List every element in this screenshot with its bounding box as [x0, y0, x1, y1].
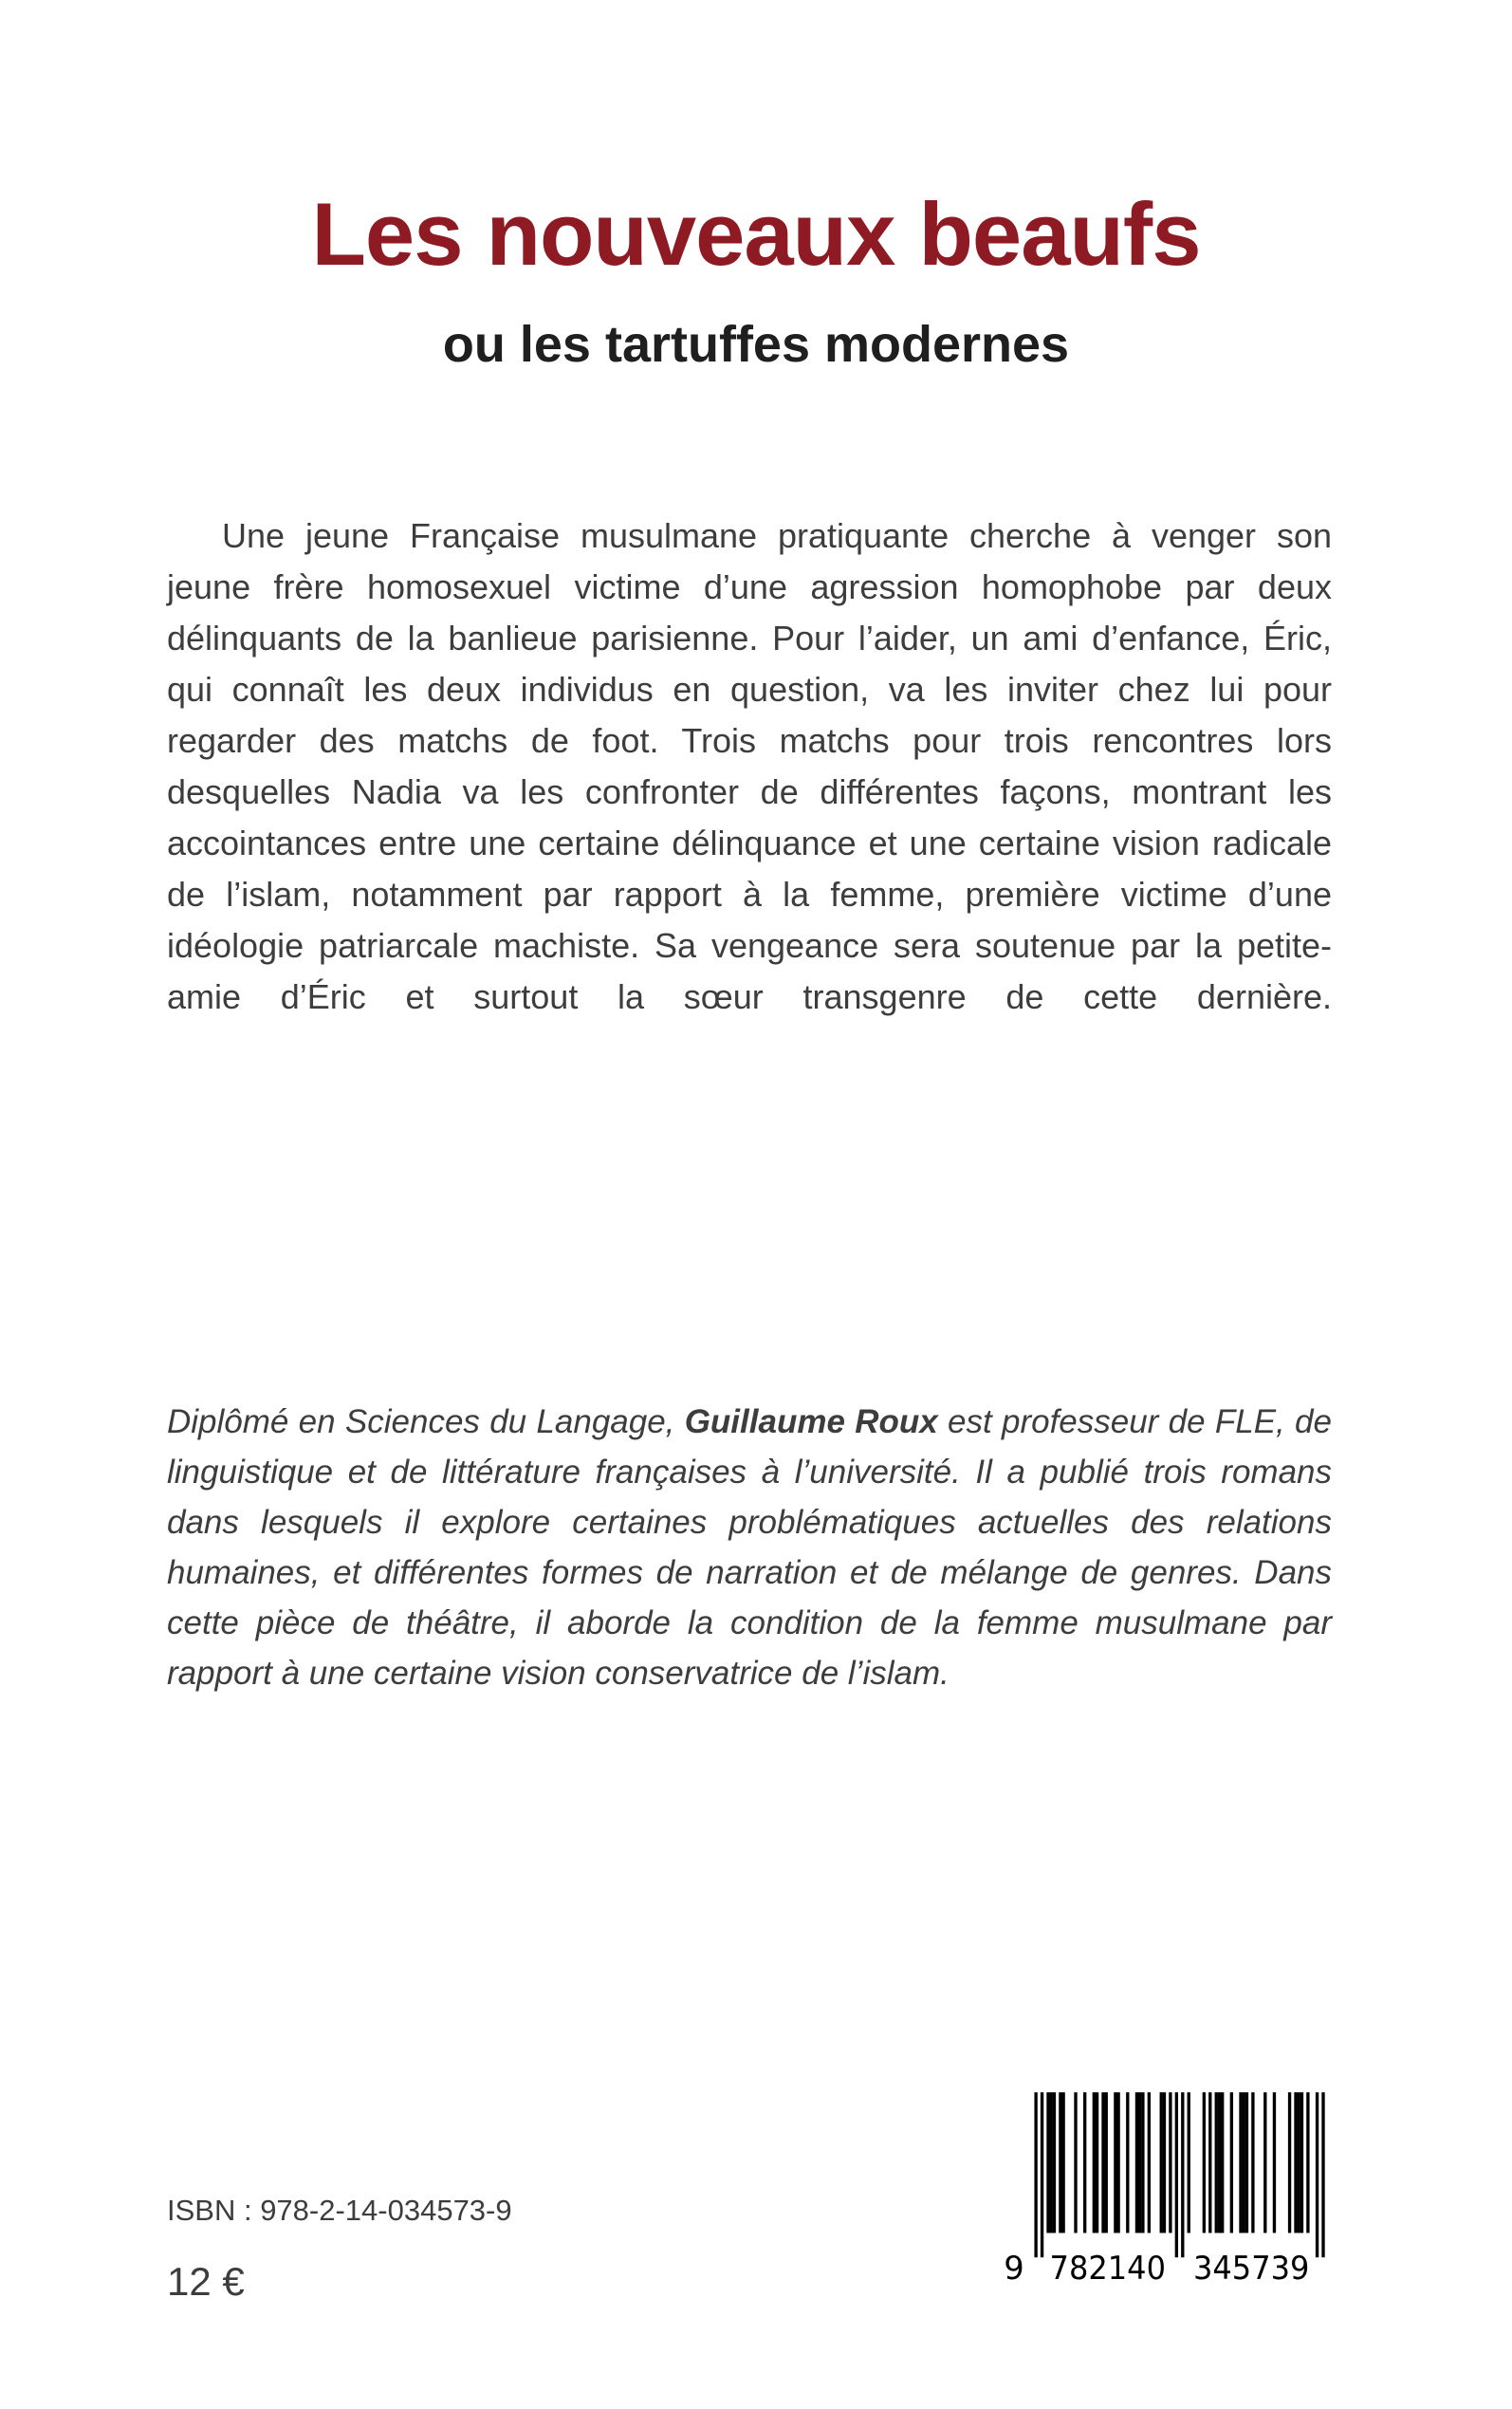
book-subtitle: ou les tartuffes modernes [442, 316, 1070, 373]
bio-text-after: est professeur de FLE, de linguistique et de littérature françaises à l’université. Il a publié trois romans dans lesquels il explore certaines problématiques actuelles des relations humaines, et différentes formes de narration et de mélange de genres. Dans cette pièce de théâtre, il aborde la condition de la femme musulmane par rapport à une certaine vision conservatrice de l’islam. [167, 1403, 1332, 1692]
svg-text:345739: 345739 [1193, 2249, 1310, 2282]
price: 12 € [167, 2259, 245, 2304]
barcode-bars [1001, 2092, 1331, 2282]
svg-text:9: 9 [1004, 2249, 1024, 2282]
svg-text:782140: 782140 [1049, 2249, 1166, 2282]
bio-text-before: Diplômé en Sciences du Langage, [167, 1403, 685, 1440]
author-bio [167, 1397, 1332, 1698]
author-name: Guillaume Roux [684, 1403, 938, 1440]
synopsis: Une jeune Française musulmane pratiquante cherche à venger son jeune frère homosexuel victime d’une agression homophobe par deux délinquants de la banlieue parisienne. Pour l’aider, un ami d’enfance, Éric, qui connaît les deux individus en question, va les inviter chez lui pour regarder des matchs de foot. Trois matchs pour trois rencontres lors desquelles Nadia va les confronter de différentes façons, montrant les accointances entre une certaine délinquance et une certaine vision radicale de l’islam, notamment par rapport à la femme, première victime d’une idéologie patriarcale machiste. Sa vengeance sera soutenue par la petite-amie d’Éric et surtout la sœur transgenre de cette dernière. [167, 516, 1332, 1016]
barcode [1001, 2092, 1331, 2282]
book-title: Les nouveaux beaufs [311, 184, 1201, 284]
isbn: ISBN : 978-2-14-034573-9 [167, 2194, 512, 2227]
